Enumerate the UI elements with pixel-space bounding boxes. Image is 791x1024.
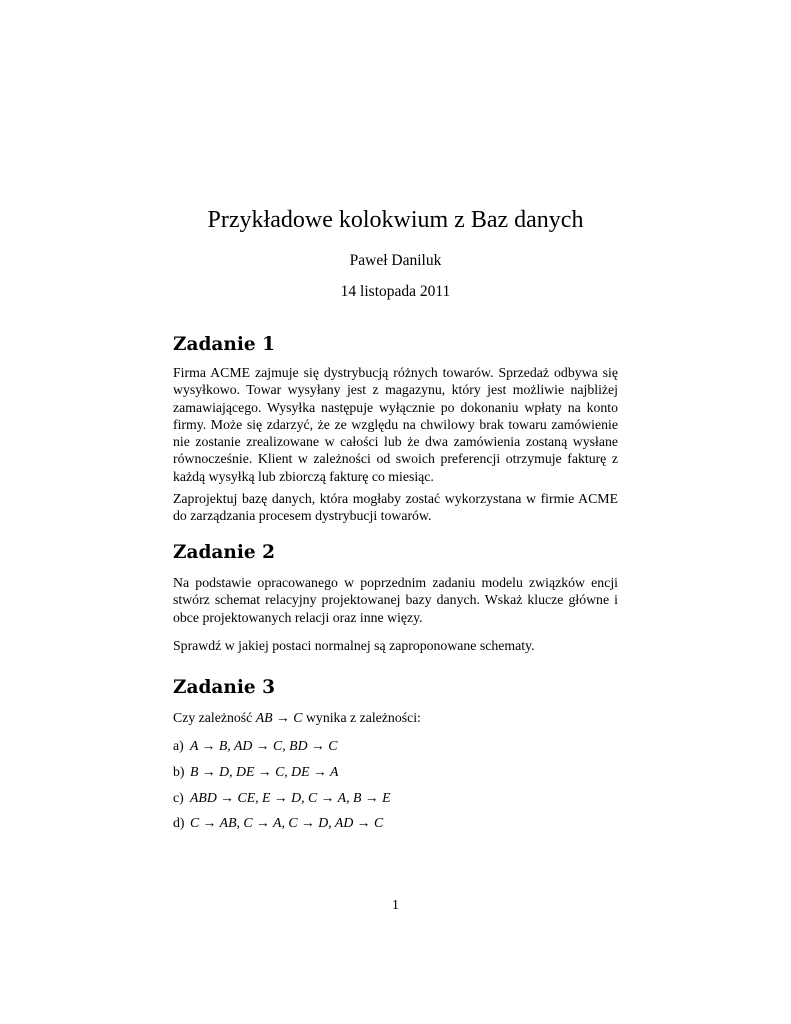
- section-1-paragraph-2: Zaprojektuj bazę danych, która mogłaby zostać wykorzystana w firmie ACME do zarządzania procesem dystrybucji towarów.: [173, 491, 618, 524]
- list-item-label: b): [173, 764, 185, 779]
- list-item: [173, 789, 391, 806]
- section-1-paragraph-1: Firma ACME zajmuje się dystrybucją różnych towarów. Sprzedaż odbywa się wysyłkowo. Towar wysyłany jest z magazynu, który jest możliwie najbliżej zamawiającego. Wysyłka następuje wyłącznie po dokonaniu wpłaty na konto firmy. Może się zdarzyć, że ze względu na chwilowy brak towaru zamówienie nie zostanie zrealizowane w całości lub że dwa zamówienia zostaną wysłane równocześnie. Klient w zależności od swoich preferencji otrzymuje fakturę z każdą wysyłką lub zbiorczą fakturę co miesiąc.: [173, 365, 618, 484]
- list-item-formula: A → B, AD → C, BD → C: [190, 738, 338, 753]
- list-item: [173, 763, 338, 780]
- section-heading-zadanie-2: Zadanie 2: [173, 542, 275, 563]
- list-item: [173, 814, 383, 831]
- section-3-intro: [173, 709, 618, 726]
- list-item-formula: ABD → CE, E → D, C → A, B → E: [190, 790, 391, 805]
- section-3-intro-suffix: wynika z zależności:: [302, 710, 421, 725]
- list-item: [173, 737, 337, 754]
- list-item-formula: B → D, DE → C, DE → A: [190, 764, 339, 779]
- section-2-paragraph-1: Na podstawie opracowanego w poprzednim zadaniu modelu związków encji stwórz schemat relacyjny projektowanej bazy danych. Wskaż klucze główne i obce projektowanych relacji oraz inne więzy.: [173, 575, 618, 625]
- page-number: 1: [392, 897, 399, 912]
- section-3-intro-formula: AB → C: [255, 710, 303, 725]
- section-2-paragraph-2: Sprawdź w jakiej postaci normalnej są zaproponowane schematy.: [173, 638, 535, 653]
- document-author: Paweł Daniluk: [349, 252, 442, 269]
- list-item-label: a): [173, 738, 184, 753]
- section-heading-zadanie-1: Zadanie 1: [173, 334, 275, 355]
- list-item-formula: C → AB, C → A, C → D, AD → C: [190, 815, 384, 830]
- list-item-label: d): [173, 815, 185, 830]
- document-title: Przykładowe kolokwium z Baz danych: [207, 207, 584, 233]
- list-item-label: c): [173, 790, 184, 805]
- section-3-intro-prefix: Czy zależność: [173, 710, 256, 725]
- section-heading-zadanie-3: Zadanie 3: [173, 677, 275, 698]
- document-date: 14 listopada 2011: [340, 283, 451, 300]
